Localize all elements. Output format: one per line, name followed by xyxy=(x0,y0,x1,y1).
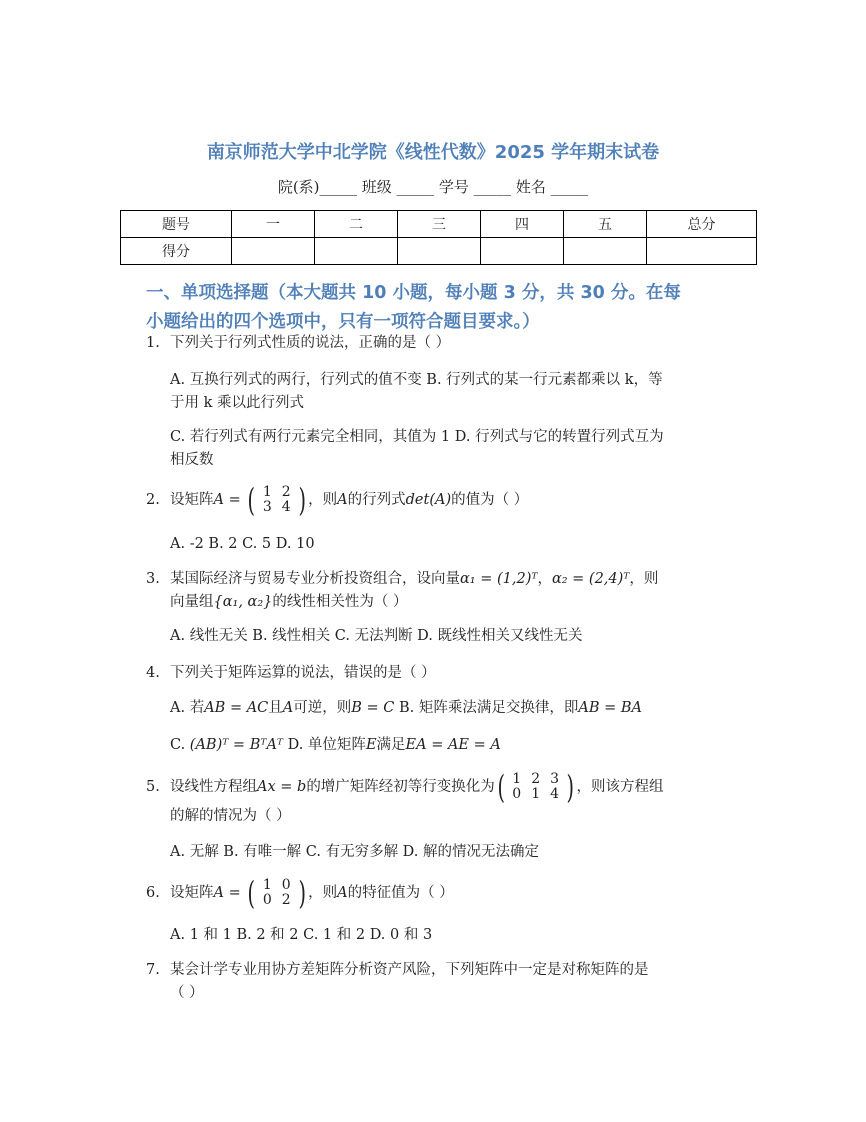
header-cell: 总分 xyxy=(647,211,757,238)
exam-title: 南京师范大学中北学院《线性代数》2025 学年期末试卷 xyxy=(206,142,660,163)
matrix: ( 1 0 0 2 ) xyxy=(247,874,306,912)
stem-text: ， xyxy=(537,571,552,587)
stem-text: ，则该方程组 xyxy=(576,779,664,795)
matrix: ( 1 2 3 0 1 4 ) xyxy=(497,768,575,806)
math: E xyxy=(365,737,377,753)
option-text: 且 xyxy=(268,700,283,716)
header-cell: 一 xyxy=(232,211,315,238)
stem-text: ，则 xyxy=(308,885,338,901)
matrix-entry: 0 xyxy=(281,877,291,893)
score-cell xyxy=(564,238,647,265)
score-cell xyxy=(315,238,398,265)
question-number: 2. xyxy=(146,492,160,508)
matrix-entry: 1 xyxy=(262,877,272,893)
stem-text: ，则 xyxy=(308,492,338,508)
score-table-row xyxy=(121,238,757,265)
option-text: C. xyxy=(170,737,190,753)
question-options: A. -2 B. 2 C. 5 D. 10 xyxy=(170,536,315,552)
question-number: 7. xyxy=(146,962,160,978)
matrix-entry: 0 xyxy=(512,786,522,802)
question-options: A. 无解 B. 有唯一解 C. 有无穷多解 D. 解的情况无法确定 xyxy=(170,844,540,860)
header-cell: 二 xyxy=(315,211,398,238)
matrix-entry: 1 xyxy=(512,771,522,787)
math: B = C xyxy=(351,700,395,716)
stem-text: 某国际经济与贸易专业分析投资组合，设向量 xyxy=(170,571,460,587)
score-cell xyxy=(232,238,315,265)
question-stem xyxy=(170,875,740,911)
math: A = xyxy=(213,885,246,901)
matrix-entry: 2 xyxy=(281,892,291,908)
stem-text: 的解的情况为（ ） xyxy=(170,808,291,824)
matrix-entry: 2 xyxy=(531,771,541,787)
question-number: 1. xyxy=(146,335,160,351)
matrix-entry: 1 xyxy=(531,786,541,802)
math: {α₁, α₂} xyxy=(213,594,273,610)
row-label: 得分 xyxy=(121,238,232,265)
math: α₂ = (2,4)ᵀ xyxy=(551,571,630,587)
question-stem xyxy=(170,482,740,518)
matrix-entry: 2 xyxy=(281,484,291,500)
matrix-entry: 3 xyxy=(550,771,560,787)
student-info-line: 院(系)_____ 班级 _____ 学号 _____ 姓名 _____ xyxy=(277,178,589,196)
option-line: 于用 k 乘以此行列式 xyxy=(170,395,305,411)
math: det(A) xyxy=(405,492,452,508)
option-line: A. 互换行列式的两行，行列式的值不变 B. 行列式的某一行元素都乘以 k，等 xyxy=(170,372,663,388)
question-stem xyxy=(170,959,740,1005)
matrix-entry: 3 xyxy=(262,499,272,515)
option-text: 可逆，则 xyxy=(293,700,352,716)
stem-text: 的行列式 xyxy=(347,492,406,508)
score-table-header-row xyxy=(121,211,757,238)
question-number: 4. xyxy=(146,665,160,681)
option-text: D. 单位矩阵 xyxy=(283,737,366,753)
math: AB = BA xyxy=(578,700,642,716)
matrix-entry: 4 xyxy=(281,499,291,515)
question-options: A. 1 和 1 B. 2 和 2 C. 1 和 2 D. 0 和 3 xyxy=(170,927,433,943)
stem-text: 的线性相关性为（ ） xyxy=(272,594,408,610)
header-cell: 五 xyxy=(564,211,647,238)
matrix: ( 1 2 3 4 ) xyxy=(247,481,306,519)
question-stem: 下列关于矩阵运算的说法，错误的是（ ） xyxy=(170,665,436,681)
stem-text: ，则 xyxy=(629,571,659,587)
stem-text: 设矩阵 xyxy=(170,492,214,508)
stem-text: 的增广矩阵经初等行变换化为 xyxy=(306,779,495,795)
question-options xyxy=(170,426,740,472)
question-number: 6. xyxy=(146,885,160,901)
section-heading xyxy=(146,279,746,337)
question-options xyxy=(170,697,740,720)
math: A xyxy=(337,492,348,508)
score-cell xyxy=(398,238,481,265)
math: A xyxy=(282,700,294,716)
math: A = xyxy=(213,492,246,508)
math: EA = AE = A xyxy=(405,737,501,753)
option-text: B. 矩阵乘法满足交换律，即 xyxy=(394,700,579,716)
matrix-entry: 1 xyxy=(262,484,272,500)
question-number: 5. xyxy=(146,779,160,795)
matrix-entry: 0 xyxy=(262,892,272,908)
question-stem: 下列关于行列式性质的说法，正确的是（ ） xyxy=(170,335,451,351)
stem-text: 某会计学专业用协方差矩阵分析资产风险，下列矩阵中一定是对称矩阵的是 xyxy=(170,962,649,978)
score-cell xyxy=(481,238,564,265)
stem-text: 的值为（ ） xyxy=(451,492,529,508)
stem-text: 设线性方程组 xyxy=(170,779,257,795)
math: α₁ = (1,2)ᵀ xyxy=(460,571,538,587)
math: A xyxy=(337,885,348,901)
math: Ax = b xyxy=(257,779,307,795)
option-text: 满足 xyxy=(376,737,406,753)
question-options xyxy=(170,369,740,415)
score-table xyxy=(120,210,757,265)
question-stem xyxy=(170,769,740,828)
section-heading-line: 小题给出的四个选项中，只有一项符合题目要求。） xyxy=(146,312,540,332)
section-heading-line: 一、单项选择题（本大题共 10 小题，每小题 3 分，共 30 分。在每 xyxy=(146,283,681,303)
question-number: 3. xyxy=(146,571,160,587)
header-cell: 四 xyxy=(481,211,564,238)
question-options: A. 线性无关 B. 线性相关 C. 无法判断 D. 既线性相关又线性无关 xyxy=(170,628,583,644)
option-text: A. 若 xyxy=(170,700,205,716)
option-line: C. 若行列式有两行元素完全相同，其值为 1 D. 行列式与它的转置行列式互为 xyxy=(170,429,664,445)
question-options xyxy=(170,734,740,757)
math: (AB)ᵀ = BᵀAᵀ xyxy=(189,737,283,753)
math: AB = AC xyxy=(204,700,269,716)
stem-text: （ ） xyxy=(170,985,204,1001)
option-line: 相反数 xyxy=(170,452,214,468)
header-cell: 题号 xyxy=(121,211,232,238)
header-cell: 三 xyxy=(398,211,481,238)
score-cell xyxy=(647,238,757,265)
stem-text: 向量组 xyxy=(170,594,214,610)
question-stem xyxy=(170,568,740,614)
stem-text: 设矩阵 xyxy=(170,885,214,901)
stem-text: 的特征值为（ ） xyxy=(347,885,454,901)
matrix-entry: 4 xyxy=(550,786,560,802)
